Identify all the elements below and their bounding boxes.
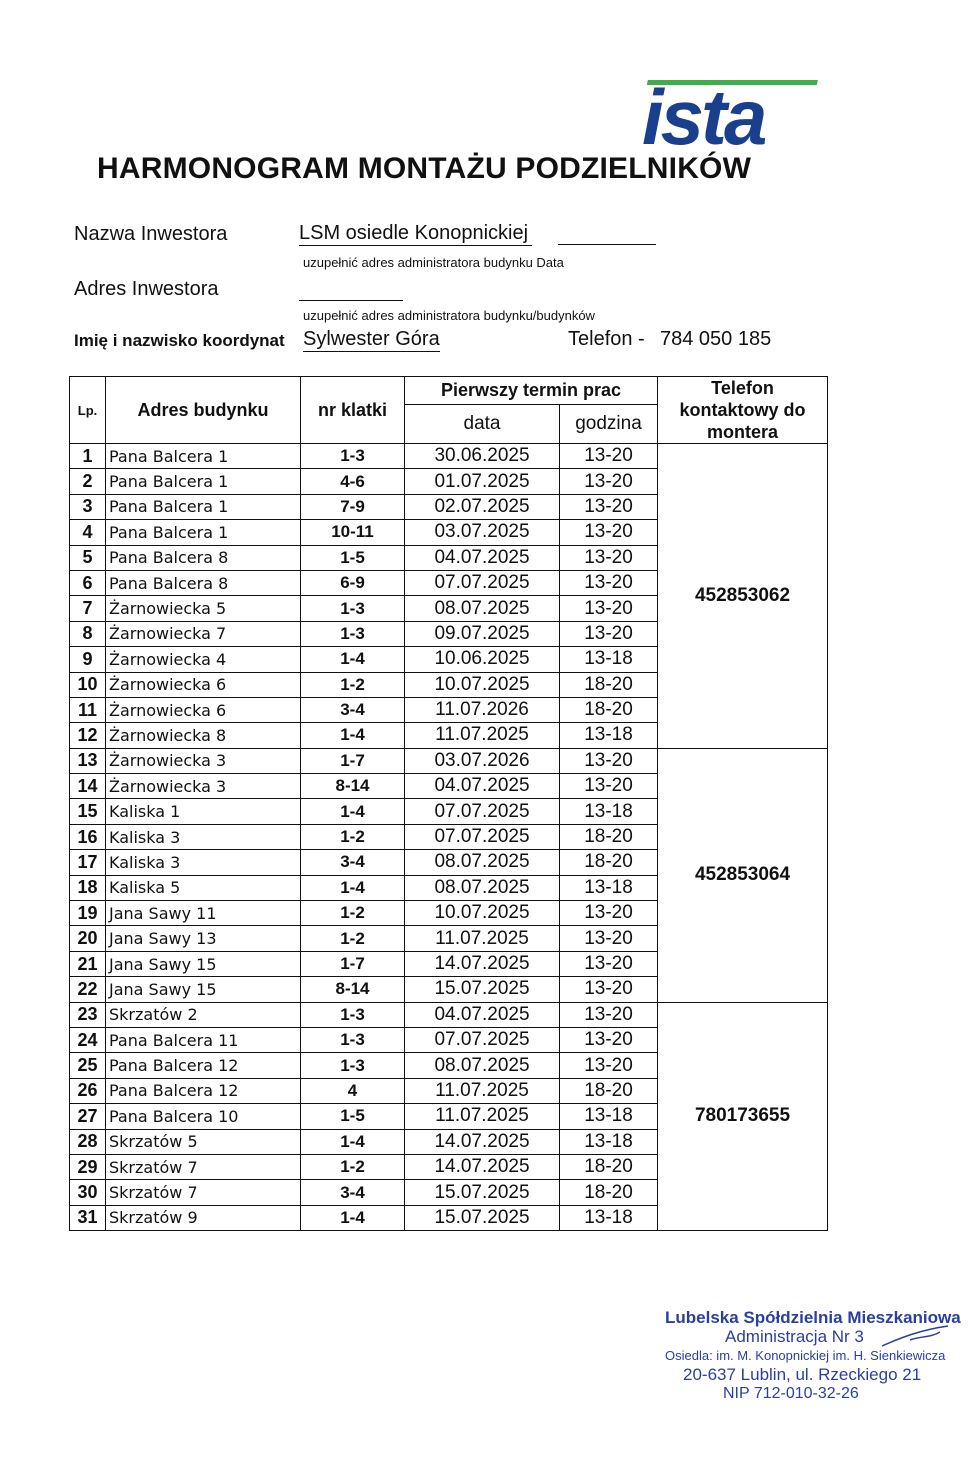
row-hour: 13-20 <box>560 901 658 926</box>
phone-value: 784 050 185 <box>660 328 772 350</box>
row-klatki: 8-14 <box>301 774 405 799</box>
investor-address-line <box>299 276 403 301</box>
row-address: Skrzatów 5 <box>106 1129 301 1154</box>
row-date: 10.06.2025 <box>405 647 560 672</box>
row-address: Pana Balcera 1 <box>106 520 301 545</box>
row-hour: 13-20 <box>560 494 658 519</box>
row-phone: 452853064 <box>658 748 828 1002</box>
row-address: Skrzatów 2 <box>106 1002 301 1027</box>
row-address: Pana Balcera 1 <box>106 469 301 494</box>
row-lp: 16 <box>70 824 106 849</box>
row-lp: 8 <box>70 621 106 646</box>
row-address: Kaliska 1 <box>106 799 301 824</box>
row-address: Pana Balcera 1 <box>106 444 301 469</box>
row-klatki: 4-6 <box>301 469 405 494</box>
row-address: Skrzatów 7 <box>106 1180 301 1205</box>
row-klatki: 1-3 <box>301 1002 405 1027</box>
row-lp: 14 <box>70 774 106 799</box>
row-hour: 13-20 <box>560 621 658 646</box>
row-hour: 13-20 <box>560 977 658 1002</box>
row-date: 03.07.2026 <box>405 748 560 773</box>
row-hour: 13-20 <box>560 951 658 976</box>
phone-label: Telefon - <box>568 328 645 350</box>
row-hour: 18-20 <box>560 824 658 849</box>
row-address: Pana Balcera 8 <box>106 545 301 570</box>
row-lp: 20 <box>70 926 106 951</box>
row-hour: 13-20 <box>560 774 658 799</box>
row-hour: 13-18 <box>560 875 658 900</box>
row-lp: 7 <box>70 596 106 621</box>
row-hour: 13-18 <box>560 1205 658 1230</box>
stamp-line2: Administracja Nr 3 <box>725 1327 864 1346</box>
row-klatki: 6-9 <box>301 570 405 595</box>
row-address: Jana Sawy 15 <box>106 951 301 976</box>
row-hour: 18-20 <box>560 697 658 722</box>
row-klatki: 1-5 <box>301 545 405 570</box>
row-klatki: 1-4 <box>301 1129 405 1154</box>
row-lp: 27 <box>70 1104 106 1129</box>
row-lp: 3 <box>70 494 106 519</box>
row-klatki: 1-4 <box>301 875 405 900</box>
table-row <box>70 748 828 773</box>
row-klatki: 1-2 <box>301 1154 405 1179</box>
row-lp: 10 <box>70 672 106 697</box>
row-lp: 12 <box>70 723 106 748</box>
row-klatki: 1-4 <box>301 799 405 824</box>
row-address: Żarnowiecka 6 <box>106 697 301 722</box>
row-hour: 18-20 <box>560 672 658 697</box>
row-date: 10.07.2025 <box>405 901 560 926</box>
row-date: 15.07.2025 <box>405 1205 560 1230</box>
row-klatki: 3-4 <box>301 1180 405 1205</box>
row-address: Pana Balcera 8 <box>106 570 301 595</box>
row-address: Jana Sawy 13 <box>106 926 301 951</box>
row-address: Jana Sawy 11 <box>106 901 301 926</box>
row-lp: 1 <box>70 444 106 469</box>
row-lp: 21 <box>70 951 106 976</box>
row-klatki: 1-2 <box>301 672 405 697</box>
row-address: Kaliska 5 <box>106 875 301 900</box>
row-klatki: 1-4 <box>301 647 405 672</box>
investor-address-label: Adres Inwestora <box>74 278 219 300</box>
row-date: 15.07.2025 <box>405 977 560 1002</box>
stamp-line4: 20-637 Lublin, ul. Rzeckiego 21 <box>683 1365 922 1384</box>
row-address: Żarnowiecka 6 <box>106 672 301 697</box>
row-klatki: 1-2 <box>301 901 405 926</box>
row-date: 15.07.2025 <box>405 1180 560 1205</box>
row-date: 08.07.2025 <box>405 850 560 875</box>
row-klatki: 1-2 <box>301 926 405 951</box>
row-date: 14.07.2025 <box>405 1154 560 1179</box>
row-hour: 13-20 <box>560 596 658 621</box>
row-date: 03.07.2025 <box>405 520 560 545</box>
row-address: Żarnowiecka 7 <box>106 621 301 646</box>
table-row <box>70 1002 828 1027</box>
row-date: 07.07.2025 <box>405 1027 560 1052</box>
row-date: 11.07.2025 <box>405 1104 560 1129</box>
stamp-line5: NIP 712-010-32-26 <box>723 1385 859 1402</box>
row-hour: 13-20 <box>560 520 658 545</box>
row-date: 04.07.2025 <box>405 545 560 570</box>
page-title: HARMONOGRAM MONTAŻU PODZIELNIKÓW <box>97 152 752 185</box>
row-address: Pana Balcera 10 <box>106 1104 301 1129</box>
row-date: 07.07.2025 <box>405 799 560 824</box>
row-klatki: 1-3 <box>301 444 405 469</box>
row-lp: 6 <box>70 570 106 595</box>
row-hour: 13-20 <box>560 748 658 773</box>
row-lp: 19 <box>70 901 106 926</box>
row-klatki: 1-4 <box>301 1205 405 1230</box>
row-hour: 18-20 <box>560 1180 658 1205</box>
row-date: 01.07.2025 <box>405 469 560 494</box>
row-lp: 26 <box>70 1078 106 1103</box>
row-klatki: 1-5 <box>301 1104 405 1129</box>
row-date: 07.07.2025 <box>405 570 560 595</box>
row-lp: 25 <box>70 1053 106 1078</box>
signature-mark <box>880 1316 950 1356</box>
row-lp: 11 <box>70 697 106 722</box>
row-address: Pana Balcera 11 <box>106 1027 301 1052</box>
row-hour: 18-20 <box>560 1078 658 1103</box>
row-hour: 13-18 <box>560 799 658 824</box>
row-lp: 28 <box>70 1129 106 1154</box>
row-date: 11.07.2025 <box>405 723 560 748</box>
row-date: 08.07.2025 <box>405 596 560 621</box>
row-klatki: 3-4 <box>301 697 405 722</box>
row-lp: 29 <box>70 1154 106 1179</box>
ista-logo <box>640 70 830 154</box>
investor-address-hint: uzupełnić adres administratora budynku/budynków <box>303 308 595 323</box>
row-klatki: 1-4 <box>301 723 405 748</box>
row-date: 04.07.2025 <box>405 774 560 799</box>
date-field-line <box>558 222 656 245</box>
row-address: Pana Balcera 12 <box>106 1053 301 1078</box>
row-date: 07.07.2025 <box>405 824 560 849</box>
stamp-line3: Osiedla: im. M. Konopnickiej im. H. Sienkiewicza <box>665 1348 946 1363</box>
table-row <box>70 444 828 469</box>
row-hour: 13-18 <box>560 723 658 748</box>
row-address: Kaliska 3 <box>106 824 301 849</box>
row-lp: 5 <box>70 545 106 570</box>
stamp-line1: Lubelska Spółdzielnia Mieszkaniowa <box>665 1308 961 1327</box>
row-hour: 18-20 <box>560 850 658 875</box>
investor-name-hint: uzupełnić adres administratora budynku Data <box>303 255 564 270</box>
row-hour: 13-20 <box>560 469 658 494</box>
header-date: data <box>405 405 560 444</box>
row-date: 11.07.2026 <box>405 697 560 722</box>
row-lp: 2 <box>70 469 106 494</box>
row-klatki: 7-9 <box>301 494 405 519</box>
header-row <box>70 377 828 405</box>
row-hour: 13-20 <box>560 444 658 469</box>
row-date: 09.07.2025 <box>405 621 560 646</box>
row-lp: 30 <box>70 1180 106 1205</box>
row-klatki: 1-3 <box>301 621 405 646</box>
row-phone: 452853062 <box>658 444 828 749</box>
row-hour: 13-18 <box>560 1104 658 1129</box>
row-klatki: 1-7 <box>301 951 405 976</box>
svg-text:ista: ista <box>642 73 765 154</box>
row-lp: 18 <box>70 875 106 900</box>
row-date: 10.07.2025 <box>405 672 560 697</box>
row-lp: 23 <box>70 1002 106 1027</box>
row-address: Skrzatów 9 <box>106 1205 301 1230</box>
row-hour: 13-20 <box>560 1002 658 1027</box>
investor-name-label: Nazwa Inwestora <box>74 223 228 245</box>
row-klatki: 1-3 <box>301 596 405 621</box>
row-hour: 13-20 <box>560 545 658 570</box>
row-lp: 15 <box>70 799 106 824</box>
row-hour: 13-20 <box>560 1053 658 1078</box>
coordinator-value: Sylwester Góra <box>303 328 440 350</box>
row-address: Żarnowiecka 5 <box>106 596 301 621</box>
row-klatki: 1-3 <box>301 1027 405 1052</box>
row-address: Kaliska 3 <box>106 850 301 875</box>
row-address: Pana Balcera 12 <box>106 1078 301 1103</box>
row-date: 11.07.2025 <box>405 1078 560 1103</box>
row-date: 14.07.2025 <box>405 1129 560 1154</box>
row-klatki: 4 <box>301 1078 405 1103</box>
row-hour: 13-18 <box>560 647 658 672</box>
header-lp: Lp. <box>70 377 106 444</box>
row-date: 04.07.2025 <box>405 1002 560 1027</box>
row-address: Skrzatów 7 <box>106 1154 301 1179</box>
schedule-body <box>70 377 828 1231</box>
row-date: 02.07.2025 <box>405 494 560 519</box>
row-hour: 18-20 <box>560 1154 658 1179</box>
row-hour: 13-20 <box>560 1027 658 1052</box>
row-phone: 780173655 <box>658 1002 828 1231</box>
row-address: Żarnowiecka 3 <box>106 748 301 773</box>
row-lp: 9 <box>70 647 106 672</box>
row-lp: 4 <box>70 520 106 545</box>
row-address: Żarnowiecka 3 <box>106 774 301 799</box>
row-date: 14.07.2025 <box>405 951 560 976</box>
row-klatki: 1-3 <box>301 1053 405 1078</box>
row-klatki: 10-11 <box>301 520 405 545</box>
row-klatki: 1-2 <box>301 824 405 849</box>
row-lp: 13 <box>70 748 106 773</box>
row-date: 30.06.2025 <box>405 444 560 469</box>
row-lp: 17 <box>70 850 106 875</box>
row-address: Jana Sawy 15 <box>106 977 301 1002</box>
row-lp: 22 <box>70 977 106 1002</box>
row-klatki: 3-4 <box>301 850 405 875</box>
row-hour: 13-18 <box>560 1129 658 1154</box>
row-date: 08.07.2025 <box>405 1053 560 1078</box>
row-klatki: 8-14 <box>301 977 405 1002</box>
row-klatki: 1-7 <box>301 748 405 773</box>
header-first-term: Pierwszy termin prac <box>405 377 658 405</box>
row-hour: 13-20 <box>560 926 658 951</box>
row-address: Żarnowiecka 4 <box>106 647 301 672</box>
header-address: Adres budynku <box>106 377 301 444</box>
row-lp: 24 <box>70 1027 106 1052</box>
schedule-table <box>69 376 828 1231</box>
header-hour: godzina <box>560 405 658 444</box>
row-date: 11.07.2025 <box>405 926 560 951</box>
row-date: 08.07.2025 <box>405 875 560 900</box>
row-lp: 31 <box>70 1205 106 1230</box>
row-address: Żarnowiecka 8 <box>106 723 301 748</box>
investor-name-value: LSM osiedle Konopnickiej <box>299 222 532 246</box>
header-klatki: nr klatki <box>301 377 405 444</box>
row-address: Pana Balcera 1 <box>106 494 301 519</box>
coordinator-label: Imię i nazwisko koordynat <box>74 331 285 350</box>
header-phone: Telefon kontaktowy do montera <box>658 377 828 444</box>
row-hour: 13-20 <box>560 570 658 595</box>
